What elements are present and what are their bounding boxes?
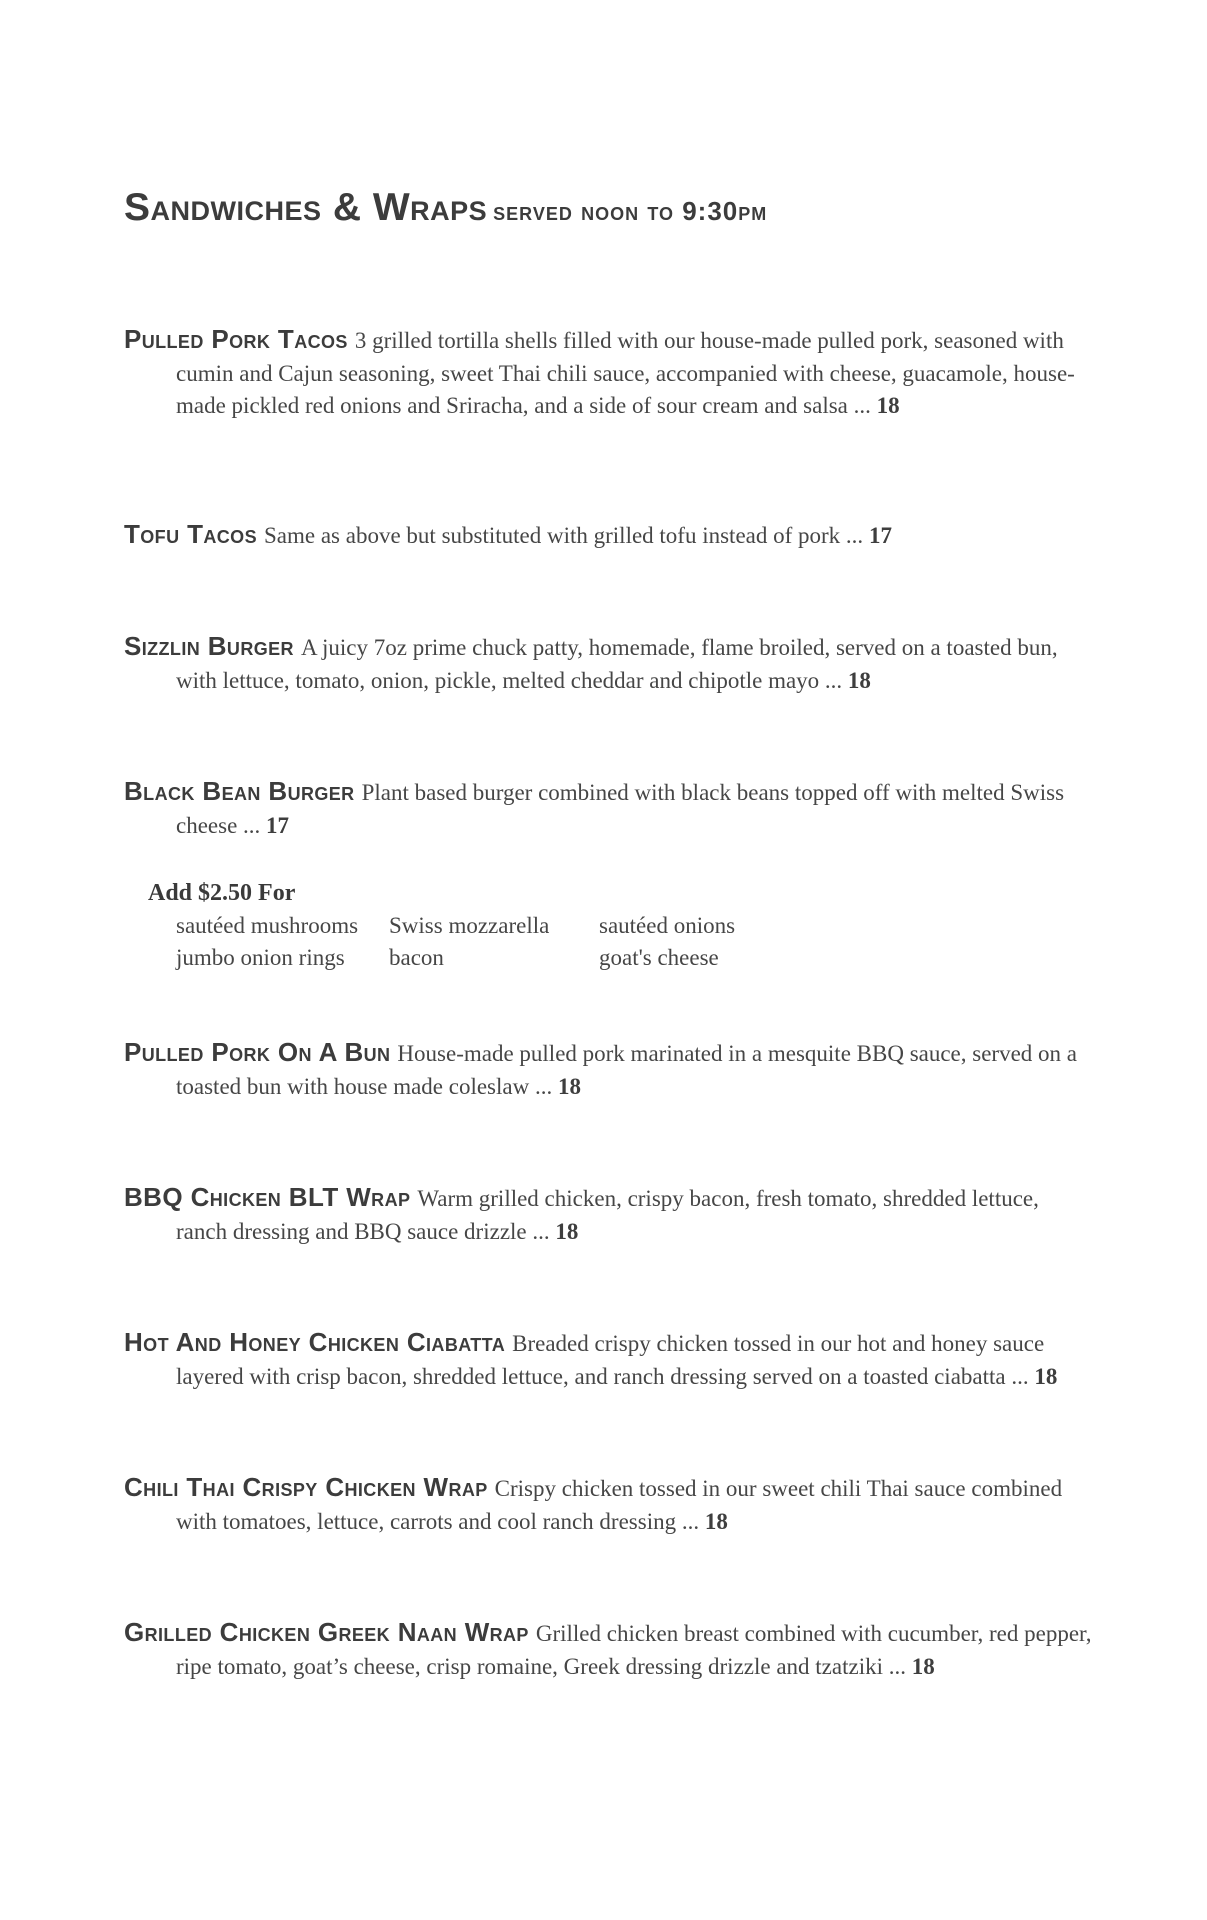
addon-option: sautéed mushrooms — [176, 913, 359, 938]
item-name: Chili Thai Crispy Chicken Wrap — [124, 1472, 488, 1502]
item-description: Plant based burger combined with black beans topped off with melted Swiss cheese ... — [176, 780, 1065, 838]
item-price: 18 — [847, 667, 871, 693]
item-price: 18 — [1034, 1363, 1058, 1389]
addons-section — [124, 878, 1092, 974]
item-description: 3 grilled tortilla shells filled with our house-made pulled pork, seasoned with cumin and Cajun seasoning, sweet Thai chili sauce, accompanied with cheese, guacamole, house-made pickled red onions and Sriracha, and a side of sour cream and salsa ... — [176, 328, 1075, 418]
menu-item — [124, 630, 1092, 697]
addons-grid — [176, 910, 1092, 974]
item-description: Same as above but substituted with grilled tofu instead of pork ... — [264, 522, 864, 548]
item-description: House-made pulled pork marinated in a mesquite BBQ sauce, served on a toasted bun with house made coleslaw ... — [176, 1041, 1077, 1099]
page-title — [124, 186, 1092, 233]
item-name: Pulled Pork Tacos — [124, 324, 348, 354]
addon-option: jumbo onion rings — [176, 945, 345, 970]
menu-item — [124, 323, 1092, 423]
item-description: A juicy 7oz prime chuck patty, homemade, flame broiled, served on a toasted bun, with lettuce, tomato, onion, pickle, melted cheddar and chipotle mayo ... — [176, 635, 1058, 693]
page-subtitle: served noon to 9:30pm — [493, 196, 768, 226]
item-description: Grilled chicken breast combined with cucumber, red pepper, ripe tomato, goat’s cheese, crisp romaine, Greek dressing drizzle and tzatziki ... — [176, 1621, 1092, 1679]
addons-title: Add $2.50 For — [148, 880, 296, 906]
item-name: Pulled Pork On A Bun — [124, 1037, 391, 1067]
menu-item — [124, 1181, 1092, 1248]
addon-column — [599, 910, 1092, 974]
item-description: Breaded crispy chicken tossed in our hot and honey sauce layered with crisp bacon, shredded lettuce, and ranch dressing served on a toasted ciabatta ... — [176, 1331, 1045, 1389]
item-description: Warm grilled chicken, crispy bacon, fresh tomato, shredded lettuce, ranch dressing and BBQ sauce drizzle ... — [176, 1186, 1039, 1244]
item-name: Black Bean Burger — [124, 776, 355, 806]
item-price: 18 — [911, 1653, 935, 1679]
menu-list — [124, 323, 1092, 1683]
item-price: 18 — [704, 1508, 728, 1534]
menu-item — [124, 518, 1092, 553]
item-name: Hot And Honey Chicken Ciabatta — [124, 1327, 506, 1357]
addon-option: Swiss mozzarella — [389, 913, 550, 938]
item-description: Crispy chicken tossed in our sweet chili Thai sauce combined with tomatoes, lettuce, carrots and cool ranch dressing ... — [176, 1476, 1063, 1534]
item-name: BBQ Chicken BLT Wrap — [124, 1182, 411, 1212]
addon-column — [389, 910, 599, 974]
item-price: 18 — [557, 1073, 581, 1099]
menu-item — [124, 1326, 1092, 1393]
item-price: 18 — [555, 1218, 579, 1244]
page-title-text: Sandwiches & Wraps — [124, 186, 488, 229]
menu-item — [124, 1471, 1092, 1538]
item-name: Tofu Tacos — [124, 518, 257, 549]
item-price: 17 — [266, 812, 290, 838]
item-price: 18 — [876, 393, 900, 418]
menu-item — [124, 1036, 1092, 1103]
addon-option: sautéed onions — [599, 913, 736, 938]
menu-item — [124, 1616, 1092, 1683]
addon-option: goat's cheese — [599, 945, 719, 970]
item-name: Sizzlin Burger — [124, 631, 294, 661]
item-name: Grilled Chicken Greek Naan Wrap — [124, 1617, 529, 1647]
item-price: 17 — [868, 522, 892, 548]
addon-column — [176, 910, 389, 974]
menu-item — [124, 775, 1092, 842]
addon-option: bacon — [389, 945, 444, 970]
